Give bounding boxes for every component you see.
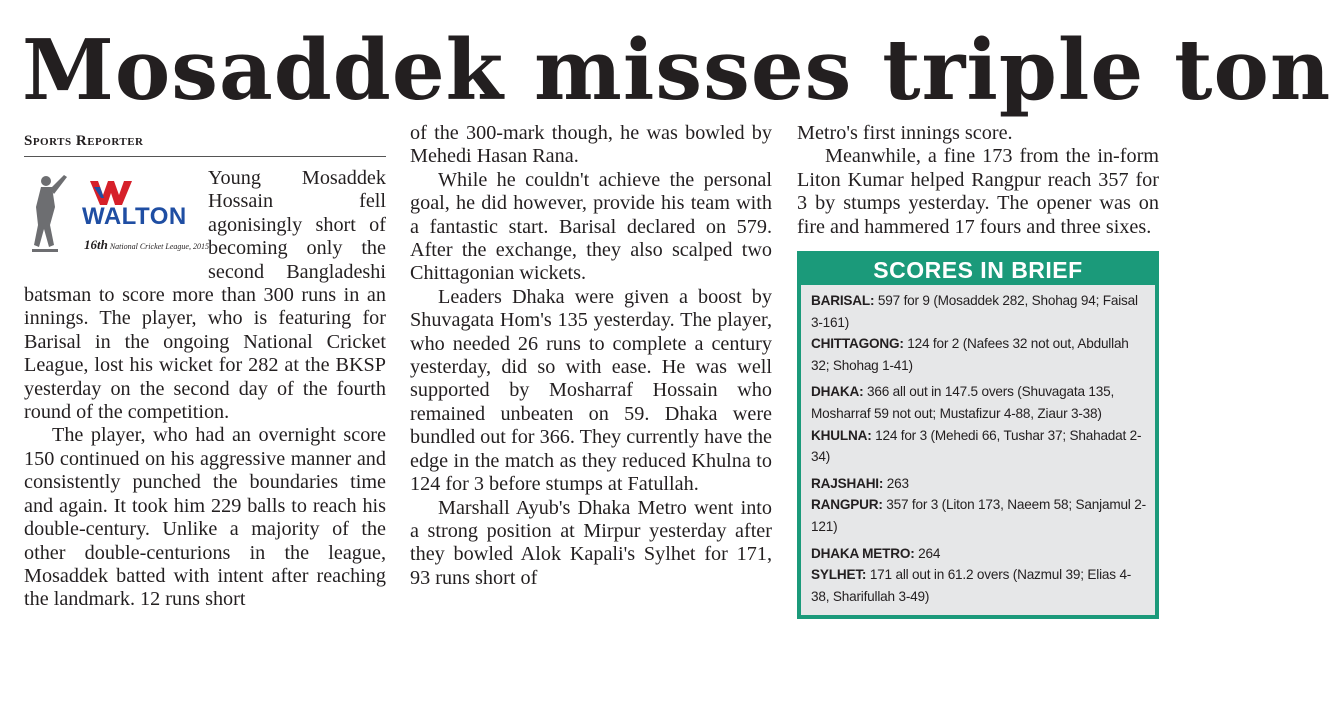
paragraph: Leaders Dhaka were given a boost by Shuvagata Hom's 135 yesterday. The player, who needed 26 runs to complete a century yesterday, did so with ease. He was well supported by Mosharraf Hossain who remained unbeaten on 59. Dhaka were bundled out for 366. They currently have the edge in the match as they reduced Khulna to 124 for 3 before stumps at Fatullah. <box>410 285 772 496</box>
score-entry <box>801 333 1155 376</box>
score-entry <box>801 543 1155 565</box>
score-team: SYLHET: <box>811 567 867 583</box>
league-number: 16th <box>84 237 108 252</box>
score-text: 124 for 3 (Mehedi 66, Tushar 37; Shahadat 2-34) <box>811 427 1142 465</box>
score-text: 597 for 9 (Mosaddek 282, Shohag 94; Faisal 3-161) <box>811 293 1138 330</box>
score-entry <box>801 290 1155 333</box>
score-text: 357 for 3 (Liton 173, Naeem 58; Sanjamul 2-121) <box>811 497 1146 534</box>
score-team: BARISAL: <box>811 293 875 309</box>
score-team: KHULNA: <box>811 427 872 443</box>
score-entry <box>801 473 1155 495</box>
score-entry <box>801 494 1155 537</box>
score-team: DHAKA: <box>811 384 864 400</box>
paragraph: The player, who had an overnight score 150 continued on his aggressive manner and consistently punched the boundaries time and again. It took him 229 balls to reach his double-century. Unlike a majority of the other double-centurions in the league, Mosaddek batted with intent after reaching the landmark. 12 runs short <box>24 424 386 611</box>
league-caption <box>84 233 209 258</box>
paragraph: of the 300-mark though, he was bowled by Mehedi Hasan Rana. <box>410 122 772 168</box>
score-text: 264 <box>914 545 941 561</box>
score-text: 366 all out in 147.5 overs (Shuvagata 135, Mosharraf 59 not out; Mustafizur 4-88, Ziaur 3-38) <box>811 384 1115 421</box>
scores-in-brief-box <box>797 251 1159 619</box>
paragraph: Meanwhile, a fine 173 from the in-form Liton Kumar helped Rangpur reach 357 for 3 by stumps yesterday. The opener was on fire and hammered 17 fours and three sixes. <box>797 145 1159 238</box>
paragraph: Metro's first innings score. <box>797 122 1013 144</box>
paragraph: Young Mosaddek Hossain fell agonisingly short of becoming only the second Bangladeshi batsman to score more than 300 runs in an innings. The player, who is featuring for Barisal in the ongoing National Cricket League, lost his wicket for 282 at the BKSP yesterday on the second day of the fourth round of the competition. <box>24 167 386 424</box>
league-name: National Cricket League, 2015 <box>109 242 209 251</box>
byline: Sports Reporter <box>24 122 386 157</box>
score-team: CHITTAGONG: <box>811 336 904 352</box>
walton-brand-text: WALTON <box>82 203 187 230</box>
score-text: 171 all out in 61.2 overs (Nazmul 39; Elias 4-38, Sharifullah 3-49) <box>811 567 1132 604</box>
article-column-1 <box>24 122 386 612</box>
scores-title: SCORES IN BRIEF <box>801 255 1155 285</box>
score-team: DHAKA METRO: <box>811 545 915 561</box>
score-entry <box>801 381 1155 424</box>
score-team: RAJSHAHI: <box>811 475 884 491</box>
score-text: 263 <box>883 475 909 491</box>
paragraph: Marshall Ayub's Dhaka Metro went into a strong position at Mirpur yesterday after they bowled Alok Kapali's Sylhet for 171, 93 runs short of <box>410 496 772 589</box>
score-team: RANGPUR: <box>811 497 883 513</box>
article-column-3 <box>797 122 1159 619</box>
walton-ncl-logo <box>24 167 209 261</box>
score-entry <box>801 564 1155 607</box>
paragraph: While he couldn't achieve the personal goal, he did however, provide his team with a fantastic start. Barisal declared on 579. After the exchange, they also scalped two Chittagonian wickets. <box>410 168 772 285</box>
headline: Mosaddek misses triple ton <box>22 21 1331 119</box>
article-column-2 <box>410 122 772 590</box>
score-entry <box>801 425 1155 468</box>
score-text: 124 for 2 (Nafees 32 not out, Abdullah 32; Shohag 1-41) <box>811 336 1129 373</box>
